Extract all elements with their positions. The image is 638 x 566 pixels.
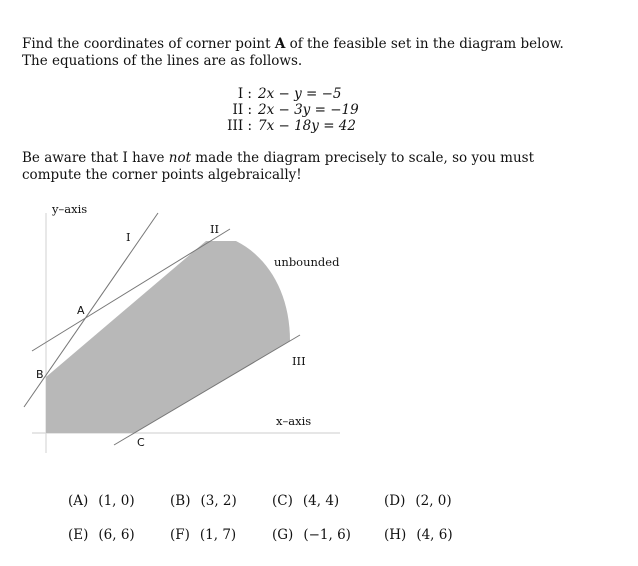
intro-text-before: Find the coordinates of corner point (22, 36, 275, 52)
equation-row (0, 86, 638, 102)
choice-row (68, 518, 484, 552)
y-axis-label: y–axis (52, 202, 88, 216)
question-intro (22, 36, 582, 70)
choice-b[interactable] (170, 493, 272, 509)
equation-row (0, 102, 638, 118)
choice-value: (1, 7) (199, 527, 237, 543)
choice-value: (4, 4) (302, 493, 340, 509)
corner-a-label: A (77, 304, 85, 317)
equation-expression: 2x − 3y = −19 (258, 102, 359, 118)
choice-letter: (F) (170, 527, 190, 543)
choice-f[interactable] (170, 527, 272, 543)
equation-id: I : (237, 86, 252, 102)
choice-g[interactable] (272, 527, 384, 543)
warning-text-after: made the diagram precisely to scale, so you must compute the corner points algebraically! (22, 150, 535, 183)
unbounded-label: unbounded (274, 255, 340, 269)
warning-emphasis: not (168, 150, 191, 166)
choice-value: (3, 2) (200, 493, 237, 509)
choice-letter: (H) (384, 527, 407, 543)
warning-text-before: Be aware that I have (22, 150, 169, 166)
choice-value: (−1, 6) (303, 527, 351, 543)
choice-letter: (A) (68, 493, 89, 509)
equations-block (0, 86, 638, 134)
choice-h[interactable] (384, 527, 484, 543)
choice-letter: (G) (272, 527, 294, 543)
scale-warning (22, 150, 582, 184)
choice-e[interactable] (68, 527, 170, 543)
line-i-label: I (126, 230, 131, 244)
choice-letter: (B) (170, 493, 191, 509)
choice-c[interactable] (272, 493, 384, 509)
line-ii-label: II (210, 222, 220, 236)
choice-d[interactable] (384, 493, 484, 509)
choice-value: (2, 0) (415, 493, 452, 509)
intro-text-after: of the feasible set in the diagram below. The equations of the lines are as follows. (22, 36, 564, 69)
choice-value: (4, 6) (416, 527, 453, 543)
choice-a[interactable] (68, 493, 170, 509)
intro-point-name: A (274, 36, 286, 52)
corner-c-label: C (137, 436, 145, 449)
choice-letter: (D) (384, 493, 406, 509)
choice-letter: (E) (68, 527, 89, 543)
equation-id: II : (232, 102, 252, 118)
corner-b-label: B (36, 368, 44, 381)
feasible-set-diagram (0, 195, 360, 465)
equation-row (0, 118, 638, 134)
choice-letter: (C) (272, 493, 293, 509)
answer-choices (68, 484, 484, 552)
line-iii-label: III (292, 354, 306, 368)
choice-row (68, 484, 484, 518)
equation-expression: 7x − 18y = 42 (258, 118, 356, 134)
equation-id: III : (227, 118, 252, 134)
equation-expression: 2x − y = −5 (258, 86, 342, 102)
feasible-region (46, 241, 290, 433)
choice-value: (6, 6) (98, 527, 135, 543)
x-axis-label: x–axis (276, 414, 312, 428)
choice-value: (1, 0) (98, 493, 135, 509)
